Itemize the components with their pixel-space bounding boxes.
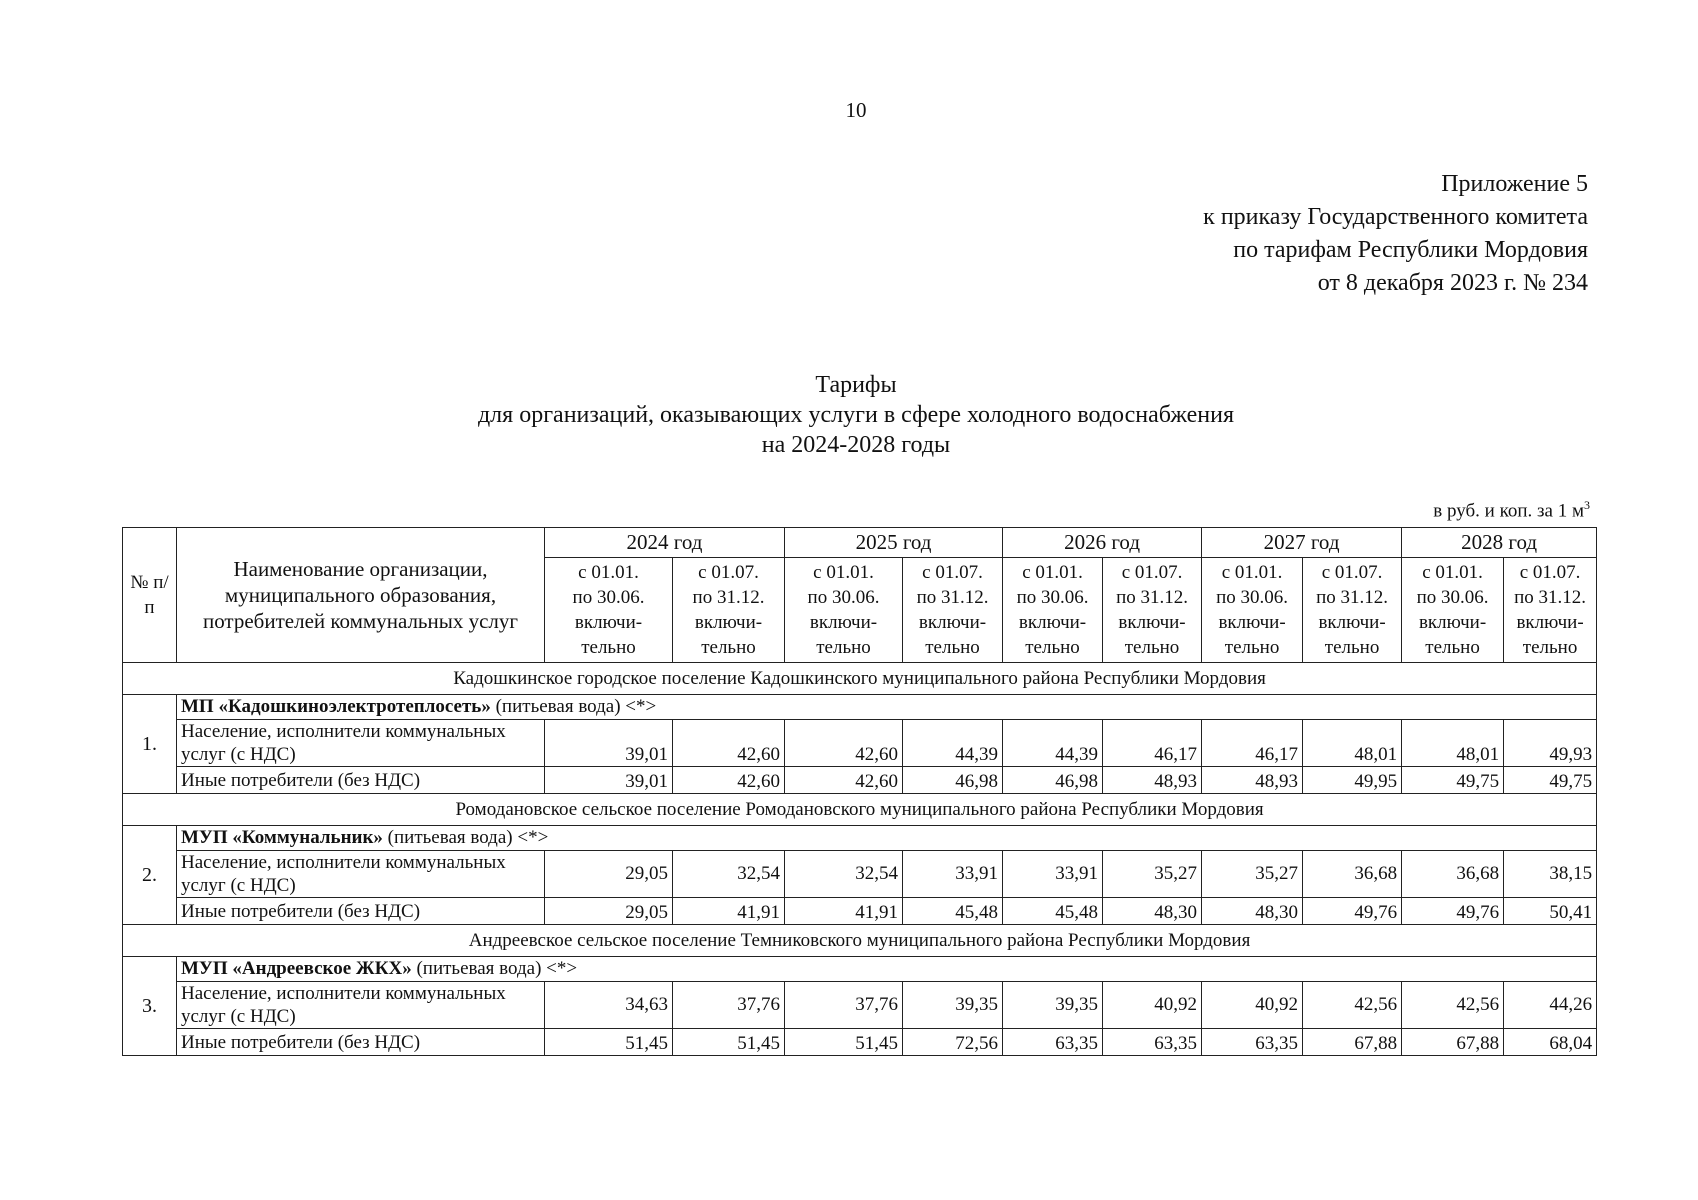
tariff-value: 67,88	[1402, 1029, 1504, 1056]
organization-cell	[177, 826, 1597, 851]
title-line: Тарифы	[815, 372, 897, 398]
tariff-value: 45,48	[1003, 898, 1103, 925]
period-line: с 01.01.	[1221, 562, 1283, 583]
table-body	[123, 663, 1597, 1056]
settlement-name: Андреевское сельское поселение Темниковского муниципального района Республики Мордовия	[123, 925, 1597, 957]
tariff-value: 40,92	[1103, 982, 1202, 1029]
period-line: с 01.07.	[698, 562, 759, 583]
consumer-row	[123, 1029, 1597, 1056]
period-line: с 01.01.	[1422, 562, 1483, 583]
page-number: 10	[845, 98, 867, 122]
tariff-value: 39,35	[903, 982, 1003, 1029]
tariff-value: 37,76	[785, 982, 903, 1029]
tariff-value: 41,91	[673, 898, 785, 925]
column-header-period	[545, 558, 673, 663]
period-line: с 01.01.	[813, 562, 874, 583]
header-row-years	[123, 528, 1597, 558]
period-line: по 30.06.	[572, 587, 645, 608]
period-line: тельно	[1224, 637, 1280, 658]
tariff-value: 39,01	[545, 767, 673, 794]
period-line: с 01.07.	[922, 562, 983, 583]
tariff-value: 35,27	[1202, 851, 1303, 898]
tariff-value: 33,91	[1003, 851, 1103, 898]
tariff-value: 44,39	[903, 720, 1003, 767]
tariff-value: 36,68	[1402, 851, 1504, 898]
consumer-name: Население, исполнители коммунальных услуг (с НДС)	[177, 720, 545, 767]
consumer-name: Иные потребители (без НДС)	[177, 1029, 545, 1056]
period-line: включи-	[1018, 612, 1087, 633]
organization-note: (питьевая вода) <*>	[382, 827, 549, 848]
units-note	[1433, 498, 1590, 522]
organization-name: МУП «Андреевское ЖКХ»	[181, 958, 412, 979]
organization-note: (питьевая вода) <*>	[490, 696, 657, 717]
period-line: с 01.07.	[1519, 562, 1581, 583]
tariff-value: 40,92	[1202, 982, 1303, 1029]
tariff-value: 49,95	[1303, 767, 1402, 794]
consumer-name: Иные потребители (без НДС)	[177, 767, 545, 794]
tariff-value: 41,91	[785, 898, 903, 925]
consumer-row	[123, 982, 1597, 1029]
row-index: 2.	[123, 826, 177, 925]
column-header-period	[903, 558, 1003, 663]
period-line: тельно	[701, 637, 756, 658]
period-line: по 31.12.	[692, 587, 765, 608]
organization-cell	[177, 957, 1597, 982]
tariff-value: 29,05	[545, 851, 673, 898]
period-line: включи-	[574, 612, 643, 633]
column-header-period	[785, 558, 903, 663]
column-header-period	[1402, 558, 1504, 663]
tariff-value: 35,27	[1103, 851, 1202, 898]
period-line: по 30.06.	[807, 587, 880, 608]
column-header-period	[1303, 558, 1402, 663]
period-line: включи-	[1318, 612, 1386, 633]
organization-row	[123, 957, 1597, 982]
appendix-header	[1203, 168, 1588, 300]
period-line: по 30.06.	[1416, 587, 1489, 608]
column-header-year: 2028 год	[1402, 528, 1597, 558]
consumer-name: Иные потребители (без НДС)	[177, 898, 545, 925]
tariff-value: 49,76	[1402, 898, 1504, 925]
units-superscript: 3	[1584, 498, 1590, 512]
tariff-value: 63,35	[1103, 1029, 1202, 1056]
organization-row	[123, 695, 1597, 720]
tariff-value: 46,98	[1003, 767, 1103, 794]
tariff-value: 63,35	[1003, 1029, 1103, 1056]
period-line: включи-	[1218, 612, 1286, 633]
period-line: включи-	[809, 612, 878, 633]
period-line: с 01.07.	[1121, 562, 1183, 583]
tariff-value: 46,98	[903, 767, 1003, 794]
column-header-year: 2026 год	[1003, 528, 1202, 558]
tariff-value: 33,91	[903, 851, 1003, 898]
column-header-year: 2024 год	[545, 528, 785, 558]
tariff-value: 48,93	[1202, 767, 1303, 794]
tariffs-table	[122, 527, 1597, 1056]
row-index: 3.	[123, 957, 177, 1056]
tariff-value: 42,60	[785, 720, 903, 767]
organization-name: МУП «Коммунальник»	[181, 827, 383, 848]
tariff-value: 32,54	[673, 851, 785, 898]
tariff-value: 42,56	[1303, 982, 1402, 1029]
consumer-row	[123, 851, 1597, 898]
column-header-year: 2027 год	[1202, 528, 1402, 558]
settlement-row	[123, 663, 1597, 695]
column-header-period	[1003, 558, 1103, 663]
tariff-value: 42,60	[673, 720, 785, 767]
column-header-period	[673, 558, 785, 663]
period-line: включи-	[694, 612, 763, 633]
title-line: на 2024-2028 годы	[761, 432, 951, 458]
tariff-value: 38,15	[1504, 851, 1597, 898]
tariff-value: 46,17	[1103, 720, 1202, 767]
tariff-value: 39,01	[545, 720, 673, 767]
period-line: тельно	[816, 637, 871, 658]
consumer-name: Население, исполнители коммунальных услуг (с НДС)	[177, 851, 545, 898]
appendix-line: от 8 декабря 2023 г. № 234	[1317, 270, 1588, 296]
organization-name: МП «Кадошкиноэлектротеплосеть»	[181, 696, 491, 717]
period-line: с 01.01.	[578, 562, 639, 583]
units-text: в руб. и коп. за 1 м	[1433, 500, 1584, 522]
period-line: по 31.12.	[916, 587, 989, 608]
tariff-value: 32,54	[785, 851, 903, 898]
period-line: включи-	[1118, 612, 1186, 633]
tariff-value: 46,17	[1202, 720, 1303, 767]
tariff-value: 48,01	[1303, 720, 1402, 767]
settlement-name: Кадошкинское городское поселение Кадошкинского муниципального района Республики Мордовия	[123, 663, 1597, 695]
period-line: тельно	[1124, 637, 1180, 658]
period-line: с 01.07.	[1321, 562, 1383, 583]
column-header-period	[1202, 558, 1303, 663]
tariff-value: 51,45	[545, 1029, 673, 1056]
settlement-name: Ромодановское сельское поселение Ромодановского муниципального района Республики Мордовия	[123, 794, 1597, 826]
period-line: тельно	[1324, 637, 1380, 658]
table-header	[123, 528, 1597, 663]
period-line: с 01.01.	[1022, 562, 1083, 583]
tariff-value: 51,45	[785, 1029, 903, 1056]
tariff-value: 72,56	[903, 1029, 1003, 1056]
row-index: 1.	[123, 695, 177, 794]
tariff-value: 44,26	[1504, 982, 1597, 1029]
settlement-row	[123, 794, 1597, 826]
tariff-value: 49,76	[1303, 898, 1402, 925]
tariff-value: 48,30	[1103, 898, 1202, 925]
column-header-name: Наименование организации, муниципального образования, потребителей коммунальных услуг	[177, 528, 545, 663]
tariff-value: 42,60	[673, 767, 785, 794]
period-line: тельно	[1025, 637, 1080, 658]
tariff-value: 63,35	[1202, 1029, 1303, 1056]
tariff-value: 68,04	[1504, 1029, 1597, 1056]
consumer-row	[123, 767, 1597, 794]
tariff-value: 29,05	[545, 898, 673, 925]
tariff-value: 42,56	[1402, 982, 1504, 1029]
organization-cell	[177, 695, 1597, 720]
tariff-value: 39,35	[1003, 982, 1103, 1029]
column-header-period	[1103, 558, 1202, 663]
period-line: включи-	[1516, 612, 1584, 633]
consumer-name: Население, исполнители коммунальных услуг (с НДС)	[177, 982, 545, 1029]
tariff-value: 49,75	[1402, 767, 1504, 794]
tariff-value: 48,93	[1103, 767, 1202, 794]
consumer-row	[123, 720, 1597, 767]
column-header-year: 2025 год	[785, 528, 1003, 558]
tariff-value: 48,30	[1202, 898, 1303, 925]
settlement-row	[123, 925, 1597, 957]
consumer-row	[123, 898, 1597, 925]
tariff-value: 49,93	[1504, 720, 1597, 767]
period-line: включи-	[918, 612, 987, 633]
appendix-line: Приложение 5	[1441, 171, 1588, 197]
tariff-value: 50,41	[1504, 898, 1597, 925]
tariff-value: 67,88	[1303, 1029, 1402, 1056]
period-line: тельно	[581, 637, 636, 658]
period-line: тельно	[925, 637, 980, 658]
tariff-value: 51,45	[673, 1029, 785, 1056]
period-line: тельно	[1425, 637, 1480, 658]
organization-row	[123, 826, 1597, 851]
appendix-line: по тарифам Республики Мордовия	[1233, 237, 1588, 263]
period-line: по 31.12.	[1116, 587, 1188, 608]
tariff-value: 45,48	[903, 898, 1003, 925]
document-title	[0, 370, 1698, 460]
tariff-value: 37,76	[673, 982, 785, 1029]
tariff-value: 48,01	[1402, 720, 1504, 767]
period-line: по 30.06.	[1016, 587, 1089, 608]
tariff-value: 36,68	[1303, 851, 1402, 898]
period-line: тельно	[1522, 637, 1578, 658]
tariff-value: 49,75	[1504, 767, 1597, 794]
tariff-value: 44,39	[1003, 720, 1103, 767]
tariff-value: 34,63	[545, 982, 673, 1029]
period-line: по 31.12.	[1316, 587, 1389, 608]
period-line: по 30.06.	[1216, 587, 1288, 608]
title-line: для организаций, оказывающих услуги в сфере холодного водоснабжения	[477, 402, 1235, 428]
organization-note: (питьевая вода) <*>	[411, 958, 578, 979]
tariff-value: 42,60	[785, 767, 903, 794]
appendix-line: к приказу Государственного комитета	[1203, 204, 1588, 230]
column-header-number: № п/п	[123, 528, 177, 663]
period-line: по 31.12.	[1514, 587, 1587, 608]
period-line: включи-	[1418, 612, 1487, 633]
column-header-period	[1504, 558, 1597, 663]
